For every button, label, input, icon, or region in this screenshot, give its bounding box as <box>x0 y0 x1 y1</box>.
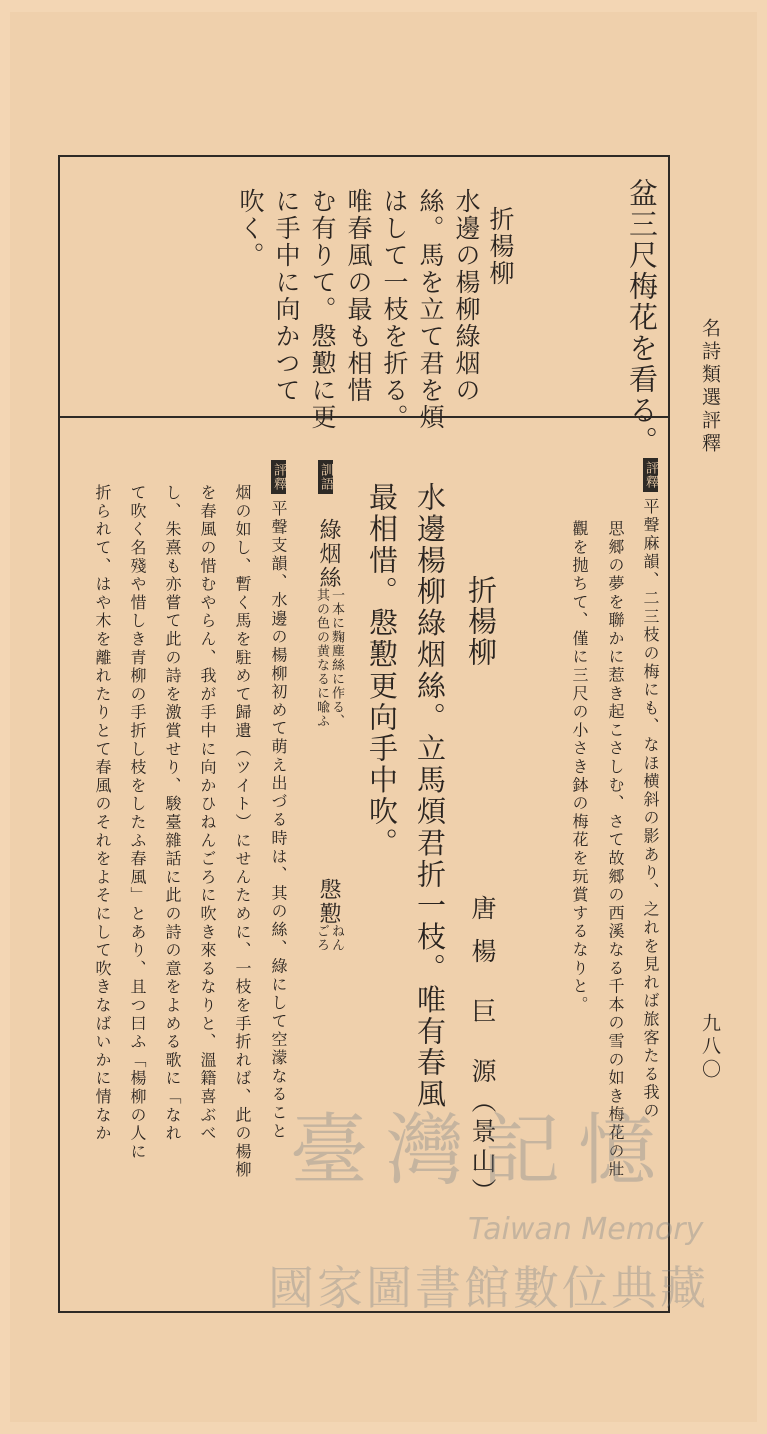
top-line: はして一枝を折る。 <box>380 188 409 431</box>
commentary-text: 思郷の夢を聯かに惹き起こさしむ、さて故郷の西溪なる千本の雪の如き梅花の壯 <box>606 520 625 1179</box>
watermark-english: Taiwan Memory <box>468 1212 704 1247</box>
top-line: 絲。馬を立て君を煩 <box>416 188 445 431</box>
poem-line: 水邊楊柳綠烟絲。立馬煩君折一枝。唯有春風 <box>413 482 447 1110</box>
commentary-top-column <box>642 458 658 1120</box>
commentary-label: 評釋 <box>643 458 658 492</box>
commentary-text: を春風の惜むやらん、我が手中に向かひねんごろに吹き來るなりと、溫籍喜ぶべ <box>198 484 217 1143</box>
commentary-text: し、朱熹も亦嘗て此の詩を激賞せり、駿臺雜話に此の詩の意をよめる歌に「なれ <box>163 484 182 1143</box>
top-line: に手中に向かつて <box>272 188 301 404</box>
commentary-label: 評釋 <box>271 460 286 494</box>
glossary-term: 綠烟絲 <box>316 518 341 590</box>
glossary-column <box>317 460 333 500</box>
top-line: 吹く。 <box>236 188 265 269</box>
glossary-label: 訓語 <box>318 460 333 494</box>
section-divider <box>58 416 670 418</box>
commentary-text: 平聲麻韻、二三枝の梅にも、なほ横斜の影あり、之れを見れば旅客たる我の <box>641 498 660 1121</box>
glossary-term: 慇懃 <box>316 878 341 926</box>
glossary-note: 一本に麴塵絲に作る、 <box>329 588 344 728</box>
poem-author: 唐 楊 巨 源（景山） <box>468 895 497 1208</box>
glossary-note: ねん <box>329 924 344 952</box>
commentary-text: 觀を抛ちて、僅に三尺の小さき鉢の梅花を玩賞するなりと。 <box>570 520 589 1015</box>
running-header: 名詩類選評釋 <box>699 318 721 456</box>
page-number: 九八〇 <box>699 1013 721 1082</box>
top-line: 折楊柳 <box>486 206 515 287</box>
watermark-chinese: 臺灣記憶 <box>290 1106 675 1196</box>
poem-line: 最相惜。慇懃更向手中吹。 <box>365 482 399 859</box>
glossary-note: ごろ <box>314 924 329 952</box>
commentary-text: 平聲支韻、水邊の楊柳初めて萌え出づる時は、其の絲、綠にして空濛なること <box>269 500 288 1141</box>
poem-title: 折楊柳 <box>464 575 498 668</box>
top-line: 水邊の楊柳綠烟の <box>452 188 481 404</box>
watermark-library: 國家圖書館數位典藏 <box>268 1261 709 1315</box>
commentary-column <box>270 460 286 1141</box>
commentary-text: 折られて、はや木を離れたりとて春風のそれをよそにして吹きなばいかに情なか <box>93 484 112 1143</box>
commentary-text: て吹く名殘や惜しき青柳の手折し枝をしたふ春風」とあり、且つ曰ふ「楊柳の人に <box>128 484 147 1162</box>
top-line: 唯春風の最も相惜 <box>344 188 373 404</box>
commentary-text: 烟の如し、暫く馬を駐めて歸遺（ツイト）にせんために、一枝を手折れば、此の楊柳 <box>233 484 252 1180</box>
glossary-note: 其の色の黄なるに喩ふ <box>314 588 329 728</box>
top-line: 盆三尺梅花を看る。 <box>625 178 659 457</box>
top-line: む有りて。慇懃に更 <box>308 188 337 431</box>
